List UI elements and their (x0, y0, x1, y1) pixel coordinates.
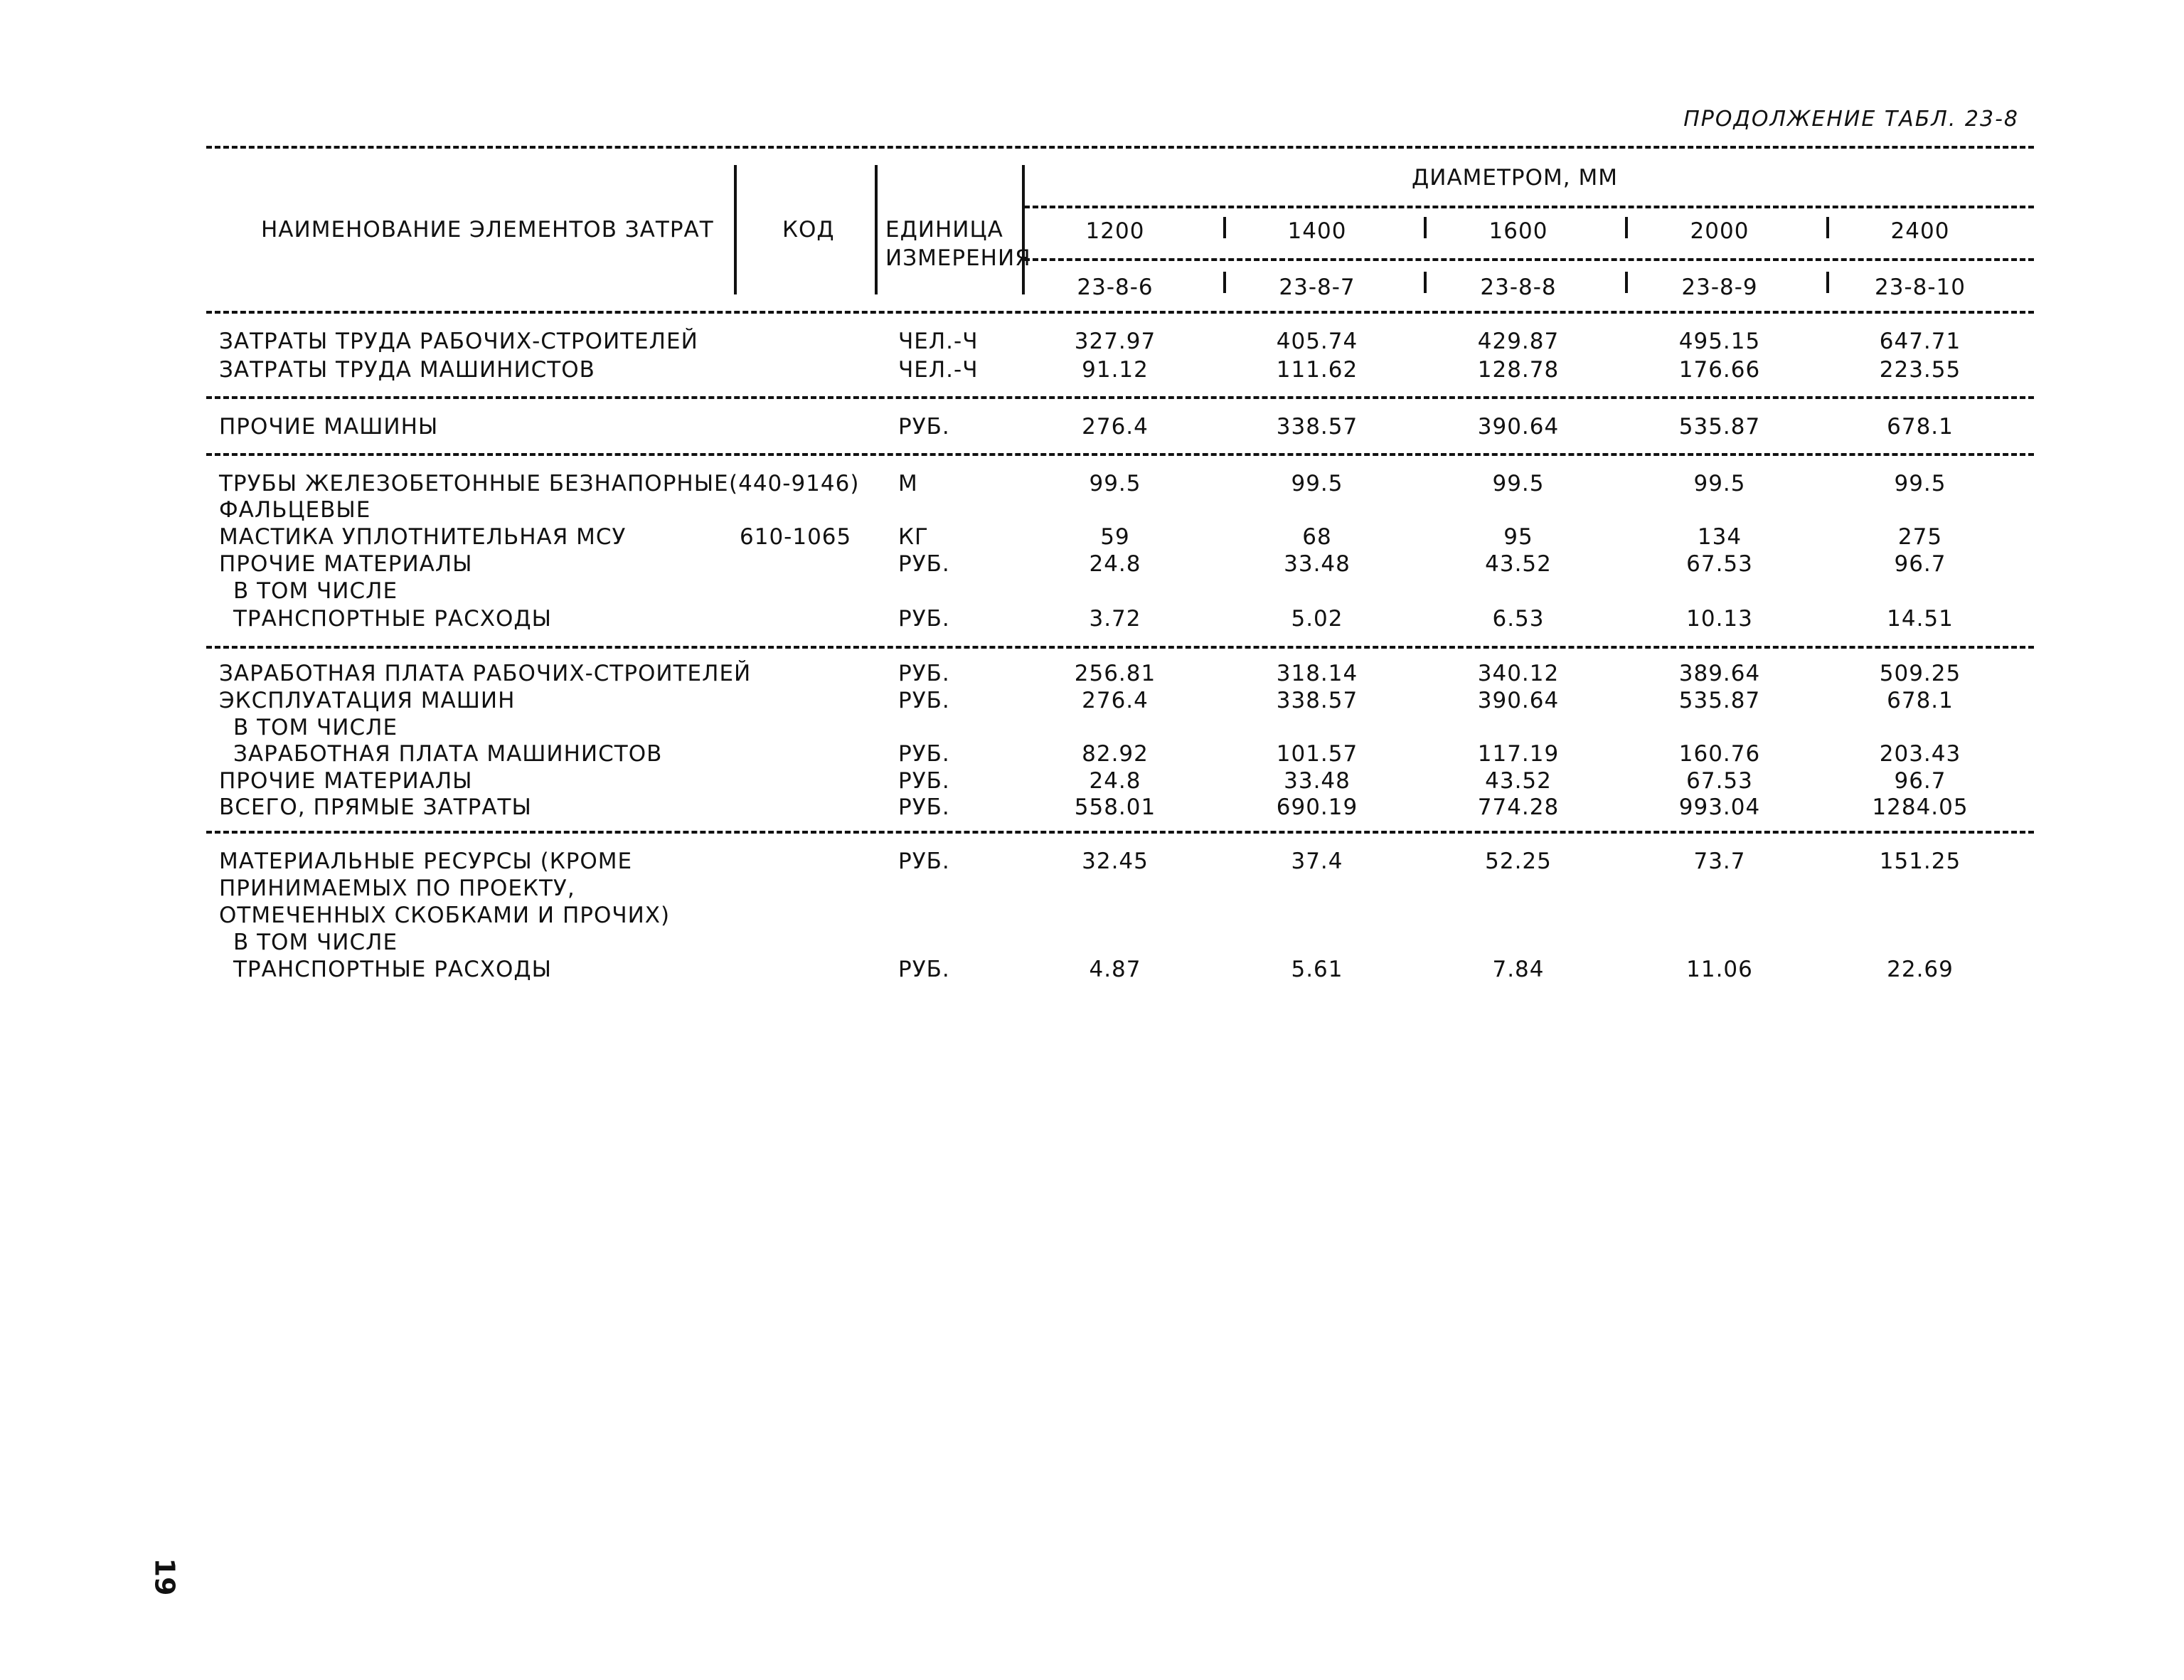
row-unit: РУБ. (898, 414, 950, 440)
header-size-2400: 2400 (1890, 218, 1950, 244)
row-name: В ТОМ ЧИСЛЕ (233, 715, 398, 740)
row-name: ЗАТРАТЫ ТРУДА РАБОЧИХ-СТРОИТЕЛЕЙ (219, 329, 698, 354)
row-value: 111.62 (1276, 357, 1358, 383)
row-name: ПРОЧИЕ МАТЕРИАЛЫ (219, 551, 473, 577)
row-value: 327.97 (1074, 329, 1156, 354)
header-unit-line1: ЕДИНИЦА (885, 217, 1003, 243)
row-value: 678.1 (1887, 414, 1954, 440)
header-code-23-8-6: 23-8-6 (1077, 275, 1154, 300)
row-value: 338.57 (1276, 414, 1358, 440)
row-value: 33.48 (1284, 551, 1351, 577)
row-value: 993.04 (1678, 794, 1761, 820)
row-value: 117.19 (1477, 741, 1560, 767)
row-value: 4.87 (1089, 957, 1141, 982)
row-code: 610-1065 (740, 524, 852, 550)
row-unit: РУБ. (898, 794, 950, 820)
row-value: 96.7 (1894, 768, 1946, 794)
row-value: 99.5 (1089, 471, 1141, 496)
row-value: 101.57 (1276, 741, 1358, 767)
row-value: 91.12 (1082, 357, 1149, 383)
row-unit: РУБ. (898, 606, 950, 632)
row-value: 10.13 (1686, 606, 1753, 632)
row-name: ЗАРАБОТНАЯ ПЛАТА РАБОЧИХ-СТРОИТЕЛЕЙ (219, 661, 752, 686)
row-value: 43.52 (1485, 768, 1552, 794)
row-unit: РУБ. (898, 741, 950, 767)
row-value: 1284.05 (1872, 794, 1969, 820)
header-code-23-8-10: 23-8-10 (1875, 275, 1966, 300)
row-value: 203.43 (1879, 741, 1961, 767)
header-size-2000: 2000 (1690, 218, 1749, 244)
row-value: 32.45 (1082, 849, 1149, 874)
row-value: 82.92 (1082, 741, 1149, 767)
row-name: В ТОМ ЧИСЛЕ (233, 930, 398, 955)
row-value: 128.78 (1477, 357, 1560, 383)
row-value: 256.81 (1074, 661, 1156, 686)
header-size-1400: 1400 (1287, 218, 1347, 244)
row-value: 96.7 (1894, 551, 1946, 577)
row-value: 223.55 (1879, 357, 1961, 383)
header-code-23-8-7: 23-8-7 (1279, 275, 1355, 300)
row-value: 390.64 (1477, 414, 1560, 440)
row-name: ТРАНСПОРТНЫЕ РАСХОДЫ (233, 606, 552, 632)
row-value: 24.8 (1089, 768, 1141, 794)
row-value: 340.12 (1477, 661, 1560, 686)
row-value: 99.5 (1693, 471, 1746, 496)
row-name: МАСТИКА УПЛОТНИТЕЛЬНАЯ МСУ (219, 524, 627, 550)
row-name: ЗАТРАТЫ ТРУДА МАШИНИСТОВ (219, 357, 595, 383)
row-value: 99.5 (1492, 471, 1545, 496)
row-value: 99.5 (1291, 471, 1343, 496)
row-value: 59 (1100, 524, 1130, 550)
row-value: 647.71 (1879, 329, 1961, 354)
row-value: 5.02 (1291, 606, 1343, 632)
table-continuation-label: ПРОДОЛЖЕНИЕ ТАБЛ. 23-8 (1683, 107, 2019, 132)
row-value: 176.66 (1678, 357, 1761, 383)
row-value: 535.87 (1678, 688, 1761, 713)
header-code: КОД (782, 217, 835, 243)
row-unit: ЧЕЛ.-Ч (898, 357, 979, 383)
row-value: 774.28 (1477, 794, 1560, 820)
header-diameter: ДИАМЕТРОМ, ММ (1412, 165, 1618, 191)
row-value: 134 (1697, 524, 1742, 550)
row-value: 558.01 (1074, 794, 1156, 820)
row-value: 24.8 (1089, 551, 1141, 577)
row-name: ПРИНИМАЕМЫХ ПО ПРОЕКТУ, (219, 876, 575, 901)
row-value: 495.15 (1678, 329, 1761, 354)
page-number: 19 (149, 1558, 181, 1596)
row-name: ВСЕГО, ПРЯМЫЕ ЗАТРАТЫ (219, 794, 532, 820)
row-name: ЗАРАБОТНАЯ ПЛАТА МАШИНИСТОВ (233, 741, 663, 767)
row-unit: РУБ. (898, 768, 950, 794)
row-value: 509.25 (1879, 661, 1961, 686)
row-value: 68 (1302, 524, 1332, 550)
row-value: 6.53 (1492, 606, 1545, 632)
row-value: 52.25 (1485, 849, 1552, 874)
row-value: 151.25 (1879, 849, 1961, 874)
header-code-23-8-9: 23-8-9 (1681, 275, 1758, 300)
row-value: 160.76 (1678, 741, 1761, 767)
row-unit: М (898, 471, 918, 496)
row-value: 276.4 (1082, 414, 1149, 440)
row-code: (440-9146) (729, 471, 860, 496)
row-value: 389.64 (1678, 661, 1761, 686)
header-size-1600: 1600 (1488, 218, 1548, 244)
row-value: 43.52 (1485, 551, 1552, 577)
row-value: 37.4 (1291, 849, 1343, 874)
row-name: МАТЕРИАЛЬНЫЕ РЕСУРСЫ (КРОМЕ (219, 849, 633, 874)
row-name: ЭКСПЛУАТАЦИЯ МАШИН (219, 688, 516, 713)
header-name: НАИМЕНОВАНИЕ ЭЛЕМЕНТОВ ЗАТРАТ (261, 217, 714, 243)
row-value: 405.74 (1276, 329, 1358, 354)
header-size-1200: 1200 (1085, 218, 1145, 244)
row-value: 678.1 (1887, 688, 1954, 713)
row-name: ОТМЕЧЕННЫХ СКОБКАМИ И ПРОЧИХ) (219, 903, 671, 928)
row-value: 318.14 (1276, 661, 1358, 686)
row-value: 338.57 (1276, 688, 1358, 713)
row-value: 429.87 (1477, 329, 1560, 354)
row-value: 33.48 (1284, 768, 1351, 794)
row-value: 5.61 (1291, 957, 1343, 982)
row-name: ФАЛЬЦЕВЫЕ (219, 497, 371, 523)
row-value: 690.19 (1276, 794, 1358, 820)
row-value: 67.53 (1686, 551, 1753, 577)
row-value: 73.7 (1693, 849, 1746, 874)
row-unit: РУБ. (898, 551, 950, 577)
row-name: ПРОЧИЕ МАШИНЫ (219, 414, 439, 440)
row-value: 14.51 (1887, 606, 1954, 632)
row-value: 67.53 (1686, 768, 1753, 794)
row-value: 390.64 (1477, 688, 1560, 713)
row-value: 535.87 (1678, 414, 1761, 440)
row-value: 3.72 (1089, 606, 1141, 632)
row-value: 99.5 (1894, 471, 1946, 496)
header-code-23-8-8: 23-8-8 (1480, 275, 1557, 300)
row-unit: РУБ. (898, 957, 950, 982)
row-name: ТРАНСПОРТНЫЕ РАСХОДЫ (233, 957, 552, 982)
row-unit: РУБ. (898, 661, 950, 686)
row-value: 95 (1503, 524, 1533, 550)
row-value: 276.4 (1082, 688, 1149, 713)
row-value: 22.69 (1887, 957, 1954, 982)
row-unit: РУБ. (898, 849, 950, 874)
header-unit-line2: ИЗМЕРЕНИЯ (885, 245, 1031, 271)
row-unit: КГ (898, 524, 929, 550)
row-value: 275 (1897, 524, 1943, 550)
row-name: ПРОЧИЕ МАТЕРИАЛЫ (219, 768, 473, 794)
row-name: В ТОМ ЧИСЛЕ (233, 578, 398, 604)
row-name: ТРУБЫ ЖЕЛЕЗОБЕТОННЫЕ БЕЗНАПОРНЫЕ (219, 471, 729, 496)
row-unit: ЧЕЛ.-Ч (898, 329, 979, 354)
row-value: 11.06 (1686, 957, 1753, 982)
row-value: 7.84 (1492, 957, 1545, 982)
row-unit: РУБ. (898, 688, 950, 713)
